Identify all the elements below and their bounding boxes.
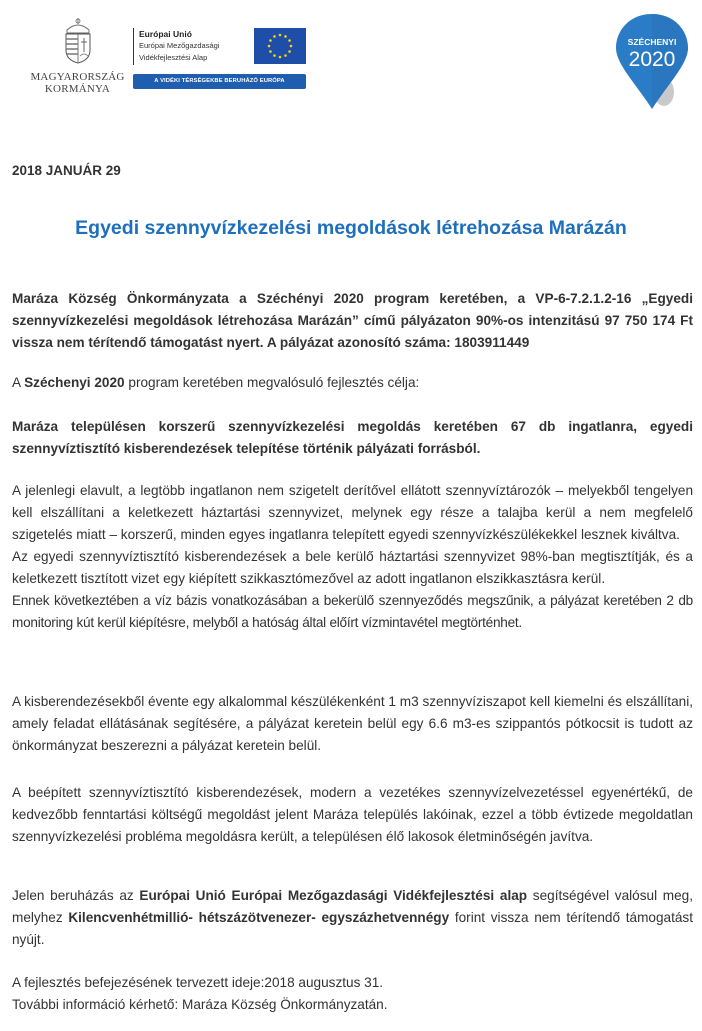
sludge-paragraph [12, 691, 693, 757]
government-name [30, 71, 125, 95]
eu-star-icon [284, 35, 287, 38]
sludge-text: A kisberendezésekből évente egy alkalommal készülékenként 1 m3 szennyvíziszapot kell kiemelni és elszállítani, amely feladat ellátásának segítésére, a pályázat keretein belül egy 6.6 m3-es szippantós pótkocsit is tudott az önkormányzat beszerezni a pályázat keretein belül. [12, 694, 693, 753]
eu-star-icon [279, 56, 282, 59]
eu-flag-icon [254, 28, 306, 64]
goal-paragraph [12, 416, 693, 460]
contact-info-text: További információ kérhető: Maráza Község Önkormányzatán. [12, 997, 388, 1012]
current-state-text: A jelenlegi elavult, a legtöbb ingatlanon nem szigetelt derítővel ellátott szennyvíztározók – melyekből tengelyen kell elszállítani a keletkezett háztartási szennyvizet, melynek egy része a talajba kerül a nem megfelelő szigetelés miatt – korszerű, minden egyes ingatlanra telepített egyedi szennyvízkészülékekkel lesznek kiváltva. [12, 483, 693, 542]
completion-date-text: A fejlesztés befejezésének tervezett ideje:2018 augusztus 31. [12, 975, 384, 990]
funding-source: Európai Unió Európai Mezőgazdasági Vidékfejlesztési alap [139, 888, 528, 903]
eu-star-icon [268, 45, 271, 48]
funding-post: forint vissza nem térítendő támogatást nyújt. [12, 910, 693, 947]
intro-text: Maráza Község Önkormányzata a Széchényi 2020 program keretében, a VP-6-7.2.1.2-16 „Egyedi szennyvízkezelési megoldások létrehozása Marázán” című pályázaton 90%-os intenzitású 97 750 174 Ft vissza nem térítendő támogatást nyert. A pályázat azonosító száma: 1803911449 [12, 291, 693, 350]
eu-subtitle-2: Vidékfejlesztési Alap [139, 53, 208, 62]
header [0, 0, 702, 120]
eu-title: Európai Unió [139, 29, 192, 39]
eu-fund-logo [133, 28, 308, 94]
hungarian-government-logo [30, 18, 125, 95]
eu-star-icon [269, 50, 272, 53]
hungarian-coat-of-arms-icon [61, 18, 95, 64]
eu-star-icon [288, 39, 291, 42]
eu-star-icon [273, 54, 276, 57]
monitoring-text: Ennek következtében a víz bázis vonatkozásában a bekerülő szennyeződés megszűnik, a pályázat keretében 2 db monitoring kút kerül kiépítésre, melyből a hatóság által előírt vízmintavétel megtörténhet. [12, 593, 693, 630]
funding-amount-words: Kilencvenhétmillió- hétszázötvenezer- egyszázhetvennégy [68, 910, 450, 925]
szechenyi-year: 2020 [628, 48, 676, 71]
goal-intro-pre: A [12, 375, 25, 390]
eu-subtitle-1: Európai Mezőgazdasági [139, 41, 220, 50]
closing-paragraph [12, 972, 693, 1016]
description-paragraphs [12, 480, 693, 634]
goal-intro-post: program keretében megvalósuló fejlesztés célja: [124, 375, 420, 390]
szechenyi-2020-pin-icon [612, 12, 692, 112]
eu-star-icon [273, 35, 276, 38]
eu-fund-text [133, 28, 219, 65]
funding-text [12, 885, 693, 951]
eu-star-icon [290, 45, 293, 48]
goal-intro-program: Széchenyi 2020 [24, 375, 125, 390]
funding-pre: Jelen beruházás az [12, 888, 140, 903]
benefits-paragraph [12, 782, 693, 848]
goal-intro-paragraph [12, 372, 693, 394]
treatment-text: Az egyedi szennyvíztisztító kisberendezések a bele kerülő háztartási szennyvizet 98%-ban megtisztítják, és a keletkezett tisztított vizet egy kiépített szikkasztómezővel az adott ingatlanon elszikkasztásra kerül. [12, 549, 693, 586]
eu-star-icon [269, 39, 272, 42]
eu-slogan-banner: A VIDÉKI TÉRSÉGEKBE BERUHÁZÓ EURÓPA [133, 74, 306, 89]
goal-intro-text [12, 372, 693, 394]
eu-star-icon [279, 34, 282, 37]
funding-mid: segítségével valósul meg, melyhez [12, 888, 693, 925]
intro-paragraph [12, 288, 693, 354]
publication-date: 2018 JANUÁR 29 [12, 163, 121, 178]
government-name-line1: MAGYARORSZÁG [30, 71, 125, 83]
government-name-line2: KORMÁNYA [44, 83, 111, 95]
funding-paragraph [12, 885, 693, 951]
szechenyi-label: SZÉCHENYI [627, 37, 677, 47]
eu-star-icon [288, 50, 291, 53]
page-title: Egyedi szennyvízkezelési megoldások létrehozása Marázán [75, 217, 627, 239]
eu-star-icon [284, 54, 287, 57]
benefits-text: A beépített szennyvíztisztító kisberendezések, modern a vezetékes szennyvízelvezetéssel egyenértékű, de kedvezőbb fenntartási költségű megoldást jelent Maráza település lakóinak, ezzel a több évtizede megoldatlan szennyvízkezelési probléma megoldásra került, a településen élő lakosok életminőségén javítva. [12, 785, 693, 844]
goal-text: Maráza településen korszerű szennyvízkezelési megoldás keretében 67 db ingatlanra, egyedi szennyvíztisztító kisberendezések telepítése történik pályázati forrásból. [12, 419, 693, 456]
